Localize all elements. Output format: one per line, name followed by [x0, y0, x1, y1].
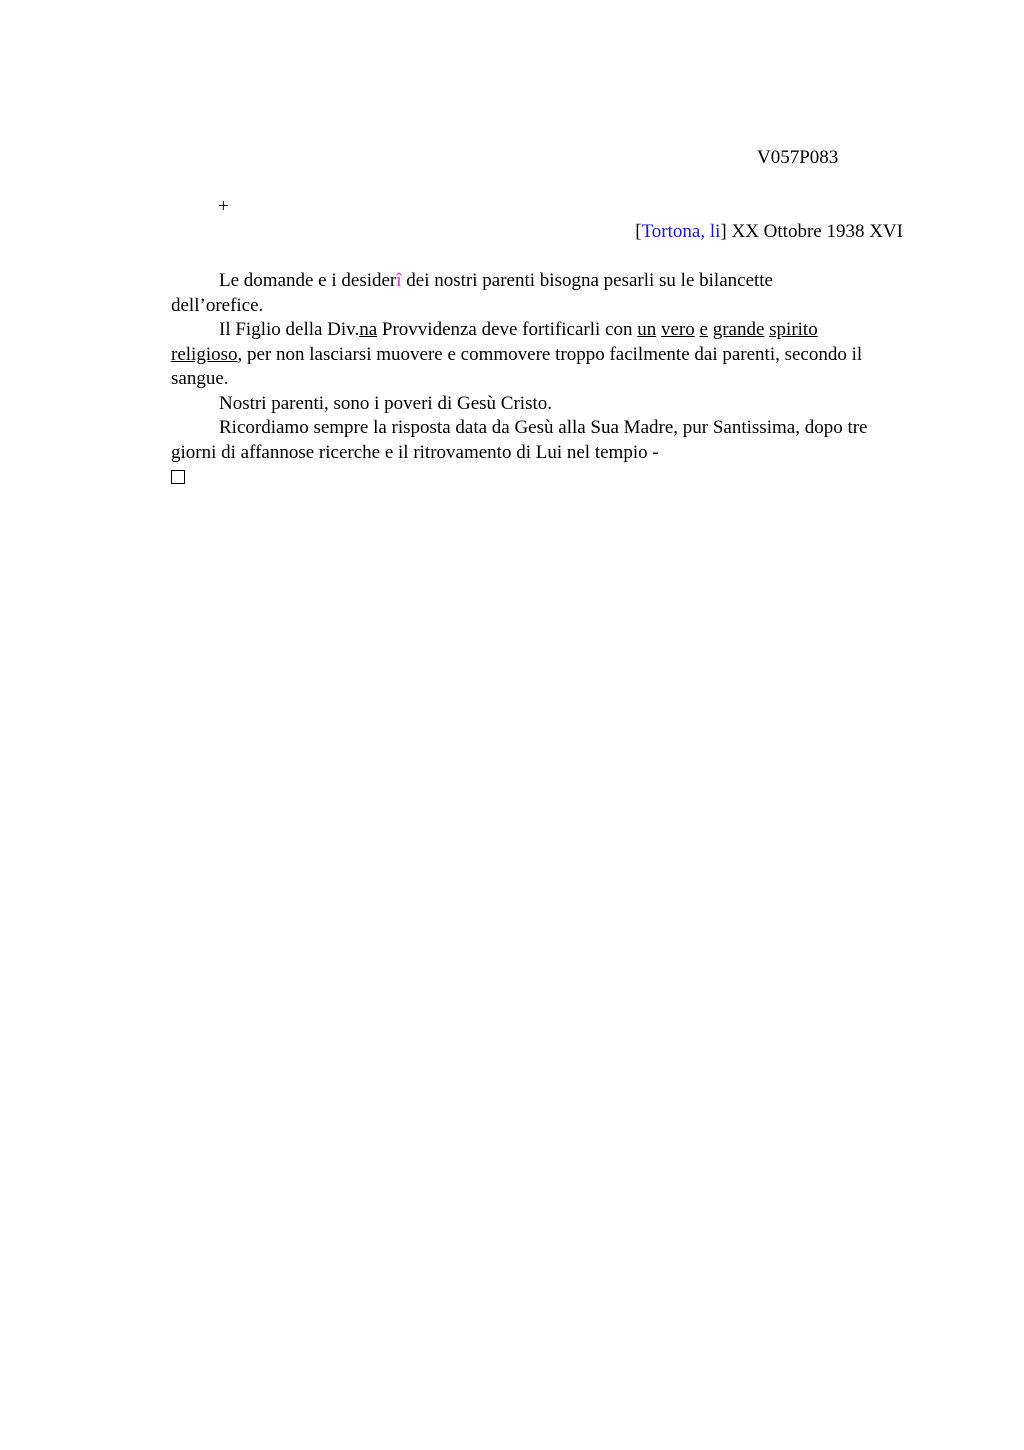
paragraph-2-text-c: , per non lasciarsi muovere e commovere troppo facilmente dai parenti, secondo il sangue.	[171, 343, 863, 389]
end-mark	[171, 465, 871, 492]
dateline	[635, 220, 903, 245]
paragraph-4	[171, 416, 871, 465]
square-outline-icon	[171, 470, 185, 484]
paragraph-1-accent-char: î	[396, 270, 402, 291]
paragraph-3-text: Nostri parenti, sono i poveri di Gesù Cristo.	[219, 392, 552, 414]
underlined-word: e	[699, 319, 708, 340]
paragraph-1-text-b: dei nostri parenti bisogna pesarli su le bilancette dell’orefice.	[171, 270, 773, 316]
underlined-word: vero	[660, 319, 695, 340]
underlined-phrase: spirito religioso	[171, 319, 818, 365]
paragraph-4-text: Ricordiamo sempre la risposta data da Gesù alla Sua Madre, pur Santissima, dopo tre giorni di affannose ricerche e il ritrovamento di Lui nel tempio -	[171, 417, 868, 463]
paragraph-3	[171, 392, 871, 417]
paragraph-2	[171, 318, 871, 392]
underlined-word: na	[359, 319, 378, 340]
page-code: V057P083	[757, 147, 839, 168]
dateline-bracket-close: ]	[720, 221, 727, 242]
cross-symbol: +	[218, 196, 229, 217]
dateline-date: XX Ottobre 1938 XVI	[726, 221, 903, 242]
letter-body	[171, 269, 871, 492]
paragraph-1-text-a: Le domande e i desider	[219, 270, 397, 291]
paragraph-1	[171, 269, 831, 318]
paragraph-2-text-a: Il Figlio della Div.	[219, 319, 360, 340]
paragraph-2-text-b: Provvidenza deve fortificarli con	[377, 319, 638, 340]
dateline-place: Tortona, li	[641, 221, 721, 242]
underlined-word: grande	[712, 319, 765, 340]
dateline-bracket-open: [	[635, 221, 642, 242]
underlined-word: un	[637, 319, 657, 340]
